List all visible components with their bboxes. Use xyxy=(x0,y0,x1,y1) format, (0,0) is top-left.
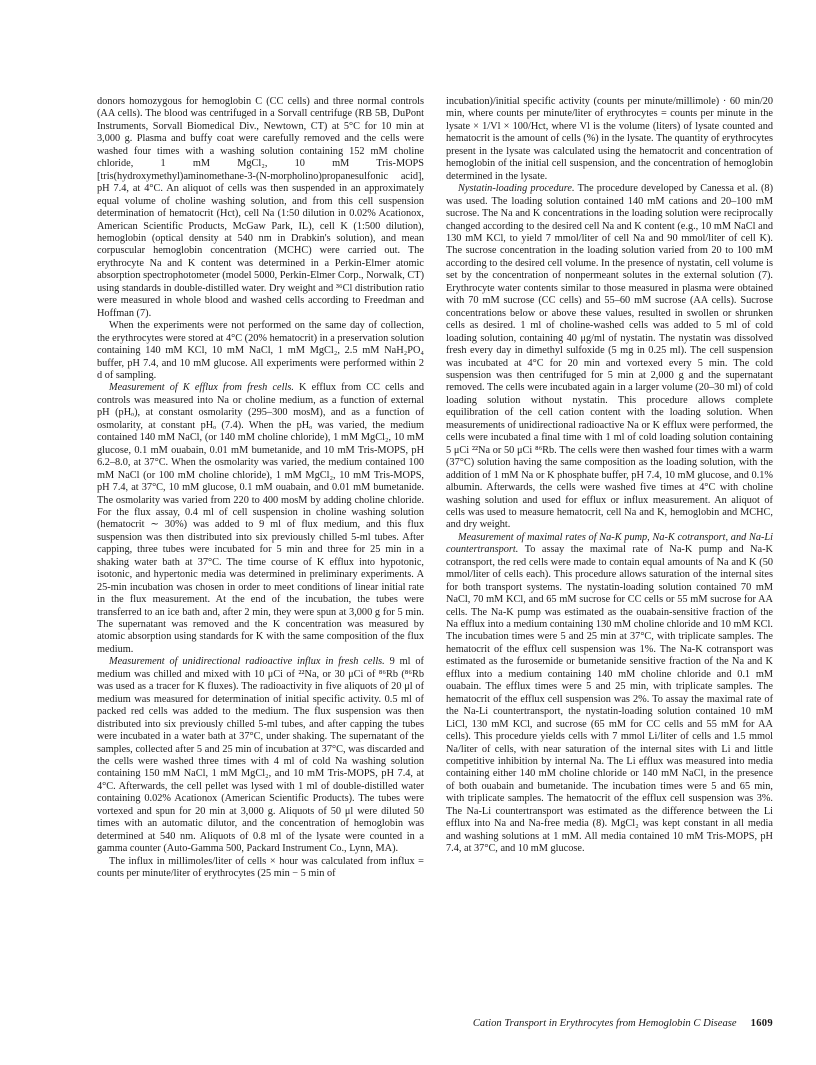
paragraph-nystatin-loading xyxy=(446,183,773,532)
paragraph-methods-blood-collection: donors homozygous for hemoglobin C (CC cells) and three normal controls (AA cells). The blood was centrifuged in a Sorvall centrifuge (RB 5B, DuPont Instruments, Sorvall Biomedical Div., Newtown, CT) at 5°C for 10 min at 3,000 g. Plasma and buffy coat were carefully removed and the cells were washed four times with a washing solution containing 152 mM choline chloride, 1 mM MgCl₂, 10 mM Tris-MOPS [tris(hydroxymethyl)aminomethane-3-(N-morpholino)propanesulfonic acid], pH 7.4, at 4°C. An aliquot of cells was then suspended in an approximately equal volume of choline washing solution, and from this cell suspension determination of hematocrit (Hct), cell Na (1:50 dilution in 0.02% Acationox, American Scientific Products, McGaw Park, IL), cell K (1:500 dilution), hemoglobin (optical density at 540 nm in Drabkin's solution), and mean corpuscular hemoglobin concentration (MCHC) were carried out. The erythrocyte Na and K content was determined in a Perkin-Elmer atomic absorption spectrophotometer (model 5000, Perkin-Elmer Corp., Norwalk, CT) using standards in double-distilled water. Dry weight and ³⁶Cl distribution ratio were measured in whole blood and washed cells according to Freedman and Hoffman (7). xyxy=(97,96,424,319)
subheading-k-efflux: Measurement of K efflux from fresh cells. xyxy=(109,382,294,394)
paragraph-maximal-rates-body: To assay the maximal rate of Na-K pump and Na-K cotransport, the red cells were made to contain equal amounts of Na and K (50 mmol/liter of cells each). This procedure allows saturation of the internal sites for both transport systems. The nystatin-loading solution contained 70 mM NaCl, 70 mM KCl, and 65 mM sucrose for CC cells or 55 mM sucrose for AA cells. The Na-K pump was estimated as the ouabain-sensitive fraction of the Na efflux into a medium containing 130 mM choline chloride and 10 mM KCl. The incubation times were 5 and 25 min at 37°C, with triplicate samples. The hematocrit of the efflux cell suspension was 1%. The Na-K cotransport was estimated as the furosemide or bumetanide sensitive fraction of the Na and K efflux into a medium containing 140 mM choline chloride and 0.1 mM ouabain. The efflux times were 5 and 25 min, with triplicate samples. The hematocrit of the efflux cell suspension was 2%. To assay the maximal rate of the Na-Li countertransport, the nystatin-loading solution contained 10 mM LiCl, 130 mM KCl, and sucrose (65 mM for CC cells and 55 mM for AA cells). This procedure yields cells with 7 mmol Li/liter of cells and 1.5 mmol Na/liter of cells, with near saturation of the internal sites with Li and little competitive inhibition by internal Na. The Li efflux was measured into media containing either 140 mM choline chloride or 140 mM NaCl, in the presence of both ouabain and bumetanide. The incubation times were 5 and 65 min, with triplicate samples. The hematocrit of the efflux cell suspension was 3%. The Na-Li countertransport was estimated as the difference between the Li efflux into Na and Na-free media (8). MgCl₂ was kept constant in all media and washing solutions at 1 mM. All media contained 10 mM Tris-MOPS, pH 7.4, at 37°C, and 10 mM glucose. xyxy=(446,544,773,855)
paragraph-nystatin-loading-body: The procedure developed by Canessa et al. (8) was used. The loading solution contained 140 mM cations and 20–100 mM sucrose. The Na and K concentrations in the loading solution were reciprocally changed according to the desired cell Na and K content (e.g., 10 mM NaCl and 130 mM KCl, to yield 7 mmol/liter of cell Na and 90 mmol/liter of cell K). The sucrose concentration in the loading solution varied from 20 to 100 mM according to the desired cell volume. In the presence of nystatin, cell volume is set by the concentration of nonpermeant solutes in the external solution (7). Erythrocyte water contents similar to those measured in plasma were obtained with 70 mM sucrose (CC cells) and 55–60 mM sucrose (AA cells). Sucrose concentrations below or above these values, resulted in swollen or shrunken cells as desired. 1 ml of choline-washed cells was added to 5 ml of cold loading solution, containing 40 μg/ml of nystatin. The nystatin was dissolved fresh every day in dimethyl sulfoxide (5 mg in 0.25 ml). The cell suspension was incubated at 4°C for 20 min and vortexed every 5 min. The cold suspension was then centrifuged for 5 min at 2,000 g and the supernatant removed. The cells were incubated again in a larger volume (20–30 ml) of cold loading solution without nystatin. This procedure allows complete equilibration of the cell cation content with the loading solution. When measurements of unidirectional radioactive Na or K efflux were performed, the cells were incubated a final time with 1 ml of cold loading solution containing 5 μCi ²²Na or 50 μCi ⁸⁶Rb. The cells were then washed four times with a warm (37°C) solution having the same composition as the loading solution, with the addition of 1 mM Na or K phosphate buffer, pH 7.4, 10 mM glucose, and 0.1% albumin. Afterwards, the cells were washed five times at 4°C with choline washing solution and used for efflux or influx measurement. An aliquot of cells was used to measure hematocrit, cell Na and K, hemoglobin and MCHC, and dry weight. xyxy=(446,183,774,531)
paragraph-maximal-rates xyxy=(446,532,773,856)
paragraph-influx-calculation-cont: incubation)/initial specific activity (counts per minute/millimole) · 60 min/20 min, where counts per minute/liter of erythrocytes = counts per minute in the lysate × 1/Vl × 100/Hct, where Vl is the volume (liters) of lysate counted and hematocrit is the amount of cells (%) in the lysate. The quantity of erythrocytes present in the lysate was calculated using the hematocrit and concentration of hemoglobin of the initial cell suspension, and the concentration of hemoglobin determined in the lysate. xyxy=(446,96,773,182)
subheading-nystatin-loading: Nystatin-loading procedure. xyxy=(458,183,575,195)
paragraph-k-efflux xyxy=(97,382,424,656)
page-footer xyxy=(446,1017,773,1030)
subheading-maximal-rates: Measurement of maximal rates of Na-K pump, Na-K cotransport, and Na-Li countertransport. xyxy=(446,531,773,556)
running-title: Cation Transport in Erythrocytes from Hemoglobin C Disease xyxy=(472,1018,737,1029)
paragraph-radioactive-influx xyxy=(97,656,424,855)
left-column xyxy=(97,96,424,881)
page-number: 1609 xyxy=(750,1018,773,1029)
paragraph-radioactive-influx-body: 9 ml of medium was chilled and mixed with 10 μCi of ²²Na, or 30 μCi of ⁸⁶Rb (⁸⁶Rb was used as a tracer for K fluxes). The radioactivity in five aliquots of 20 μl of medium was measured for determination of initial specific activity. 0.5 ml of packed red cells was added to the medium. The flux suspension was then distributed into six previously chilled 5-ml tubes, and after capping the tubes were incubated in a water bath at 37°C, under shaking. The supernatant of the samples, collected after 5 and 25 min of incubation at 37°C, was discarded and the cells were washed three times with 4 ml of cold Na washing solution containing 150 mM NaCl, 1 mM MgCl₂, and 10 mM Tris-MOPS, pH 7.4, at 4°C. Afterwards, the cell pellet was lysed with 1 ml of double-distilled water containing 0.02% Acationox (American Scientific Products). The tubes were vortexed and spun for 20 min at 3,000 g. Aliquots of 50 μl were diluted 50 times with an automatic dilutor, and the concentration of hemoglobin was determined at 540 nm. Aliquots of 0.8 ml of the lysate were counted in a gamma counter (Auto-Gamma 500, Packard Instrument Co., Lynn, MA). xyxy=(97,656,424,855)
paragraph-influx-calculation: The influx in millimoles/liter of cells × hour was calculated from influx = counts per minute/liter of erythrocytes (25 min − 5 min of xyxy=(97,855,424,880)
subheading-radioactive-influx: Measurement of unidirectional radioactive influx in fresh cells. xyxy=(109,656,385,668)
right-column xyxy=(446,96,773,856)
paragraph-k-efflux-body: K efflux from CC cells and controls was measured into Na or choline medium, as a function of external pH (pHₒ), at constant osmolarity (295–300 mosM), and as a function of osmolarity, at constant pHₒ (7.4). When the pHₒ was varied, the medium contained 140 mM NaCl, (or 140 mM choline chloride), 1 mM MgCl₂, 10 mM glucose, 0.1 mM ouabain, 0.01 mM bumetanide, and 10 mM Tris-MOPS, pH 6.2–8.0, at 37°C. When the osmolarity was varied, the medium contained 100 mM NaCl (or 100 mM choline chloride), 1 mM MgCl₂, 10 mM Tris-MOPS, pH 7.4, at 37°C, 10 mM glucose, 0.1 mM ouabain, and 0.01 mM bumetanide. The osmolarity was varied from 220 to 400 mosM by adding choline chloride. For the flux assay, 0.4 ml of cell suspension in choline washing solution (hematocrit ∼ 30%) was added to 9 ml of flux medium, and this flux suspension was then distributed into six previously chilled 5-ml tubes. After capping, three tubes were incubated for 5 min and three for 25 min in a shaking water bath at 37°C. The time course of K efflux into hypotonic, isotonic, and hypertonic media was determined in preliminary experiments. A 25-min incubation was chosen in order to meet conditions of linear initial rate in the flux measurement. At the end of the incubation, the tubes were transferred to an ice bath and, after 2 min, they were spun at 3,000 g for 5 min. The supernatant was removed and the K concentration was measured by atomic absorption using standards for K with the same composition of the flux medium. xyxy=(97,382,424,655)
paragraph-storage: When the experiments were not performed on the same day of collection, the erythrocytes were stored at 4°C (20% hematocrit) in a preservation solution containing 140 mM KCl, 10 mM NaCl, 1 mM MgCl₂, 2.5 mM NaH₂PO₄ buffer, pH 7.4, and 10 mM glucose. All experiments were performed within 2 d of sampling. xyxy=(97,320,424,381)
